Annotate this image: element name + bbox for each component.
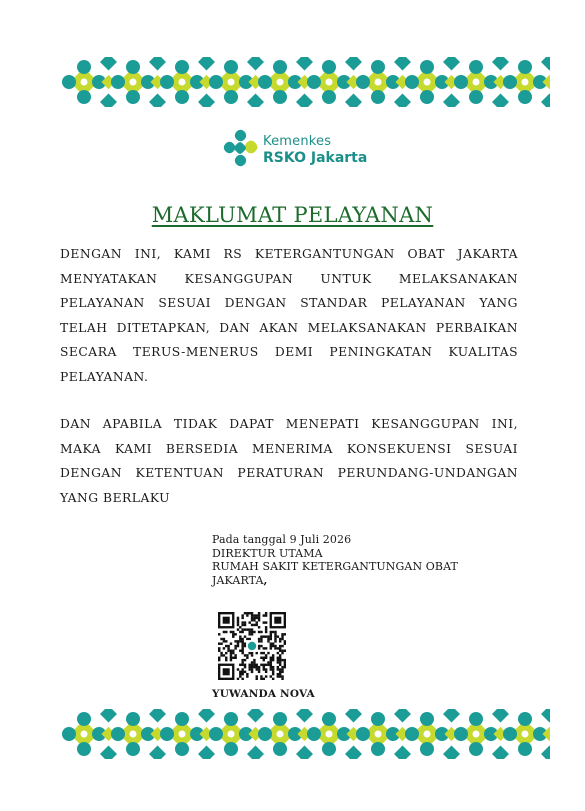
signature-position: DIREKTUR UTAMA [212, 546, 323, 560]
qr-code [218, 612, 286, 680]
batik-pattern-icon [60, 709, 550, 759]
decorative-border-top [60, 57, 550, 107]
kemenkes-logo-icon [221, 128, 261, 172]
statement-paragraph-2: DAN APABILA TIDAK DAPAT MENEPATI KESANGGUPAN INI, MAKA KAMI BERSEDIA MENERIMA KONSEKUENSI SESUAI DENGAN KETENTUAN PERATURAN PERUNDANG-UNDANGAN YANG BERLAKU [60, 417, 518, 505]
decorative-border-bottom [60, 709, 550, 759]
kemenkes-logo [221, 128, 371, 172]
logo-unit-text: RSKO Jakarta [263, 150, 368, 166]
signature-comma: , [263, 573, 268, 587]
document-title: MAKLUMAT PELAYANAN [151, 203, 434, 227]
batik-pattern-icon [60, 57, 550, 107]
statement-paragraph-1: DENGAN INI, KAMI RS KETERGANTUNGAN OBAT JAKARTA MENYATAKAN KESANGGUPAN UNTUK MELAKSANAKAN PELAYANAN SESUAI DENGAN STANDAR PELAYANAN YANG TELAH DITETAPKAN, DAN AKAN MELAKSANAKAN PERBAIKAN SECARA TERUS-MENERUS DEMI PENINGKATAN KUALITAS PELAYANAN. [60, 247, 518, 384]
signature-block [212, 533, 472, 587]
signer-name: YUWANDA NOVA [212, 688, 315, 700]
signature-institution-line2: JAKARTA [212, 573, 264, 587]
signature-date: Pada tanggal 9 Juli 2026 [212, 533, 352, 546]
qr-code-icon [218, 612, 286, 680]
signature-institution-line1: RUMAH SAKIT KETERGANTUNGAN OBAT [212, 560, 458, 573]
logo-brand-text: Kemenkes [263, 134, 332, 149]
